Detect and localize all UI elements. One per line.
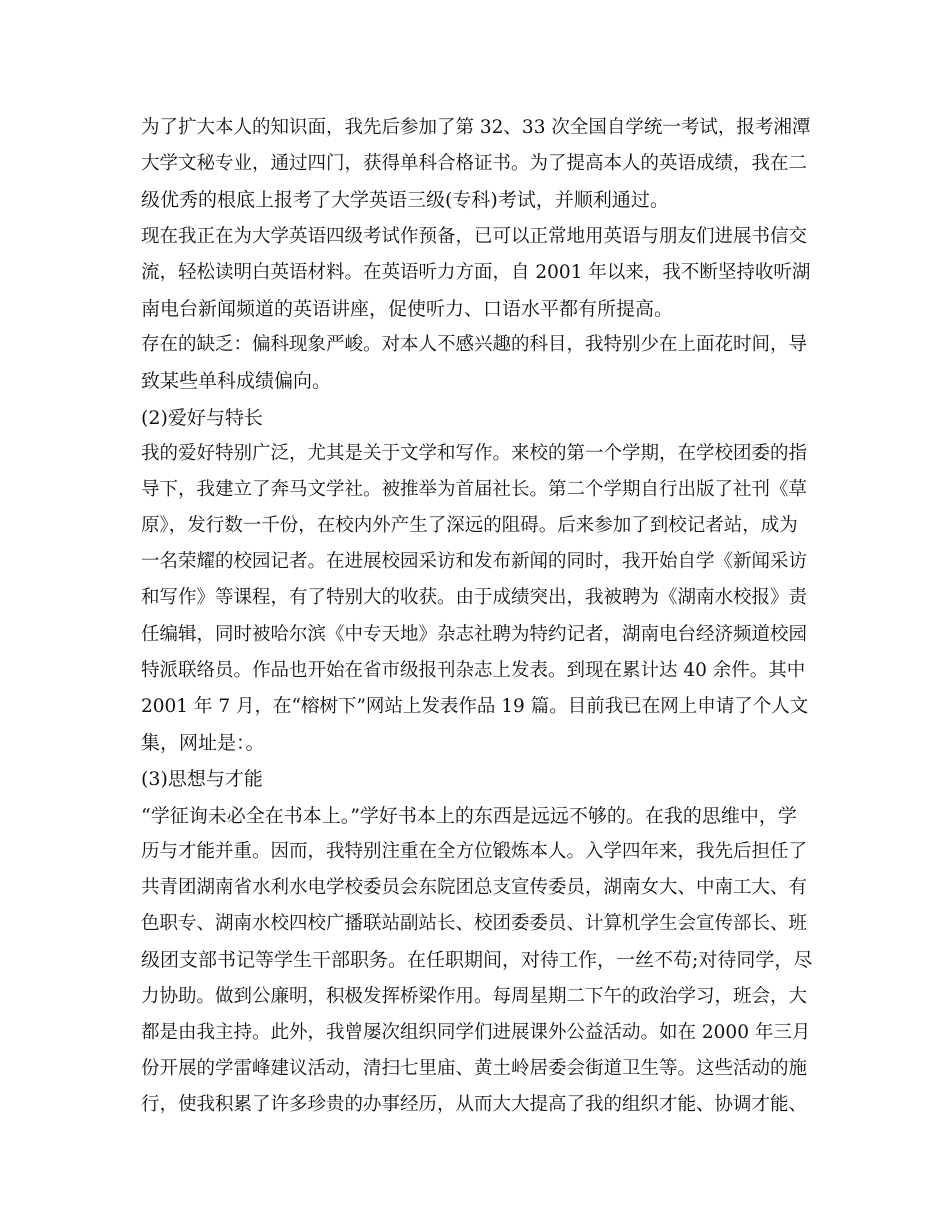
text-line: 存在的缺乏：偏科现象严峻。对本人不感兴趣的科目，我特别少在上面花时间，导 — [141, 334, 808, 356]
text-line: 色职专、湖南水校四校广播联站副站长、校团委委员、计算机学生会宣传部长、班 — [141, 913, 808, 935]
text-line: 历与才能并重。因而，我特别注重在全方位锻炼本人。入学四年来，我先后担任了 — [141, 840, 808, 862]
text-line: 都是由我主持。此外，我曾屡次组织同学们进展课外公益活动。如在 2000 年三月 — [141, 1021, 811, 1043]
document-body — [141, 110, 813, 1123]
text-line: 份开展的学雷峰建议活动，清扫七里庙、黄土岭居委会街道卫生等。这些活动的施 — [141, 1057, 808, 1079]
text-line: 特派联络员。作品也开始在省市级报刊杂志上发表。到现在累计达 40 余件。其中 — [141, 659, 806, 681]
text-line: 级团支部书记等学生干部职务。在任职期间，对待工作，一丝不苟;对待同学，尽 — [141, 949, 813, 972]
text-line: 导下，我建立了奔马文学社。被推举为首届社长。第二个学期自行出版了社刊《草 — [141, 478, 808, 500]
text-line: 任编辑，同时被哈尔滨《中专天地》杂志社聘为特约记者，湖南电台经济频道校园 — [141, 623, 808, 645]
text-line: 现在我正在为大学英语四级考试作预备，已可以正常地用英语与朋友们进展书信交 — [141, 225, 808, 247]
text-line: 致某些单科成绩偏向。 — [141, 370, 332, 393]
text-line: 力协助。做到公廉明，积极发挥桥梁作用。每周星期二下午的政治学习，班会，大 — [141, 985, 808, 1007]
section-heading: (2)爱好与特长 — [141, 406, 263, 429]
section-heading: (3)思想与才能 — [141, 768, 263, 791]
text-line: 我的爱好特别广泛，尤其是关于文学和写作。来校的第一个学期，在学校团委的指 — [141, 442, 808, 464]
text-line: 共青团湖南省水利水电学校委员会东院团总支宣传委员，湖南女大、中南工大、有 — [141, 876, 808, 898]
text-line: 行，使我积累了许多珍贵的办事经历，从而大大提高了我的组织才能、协调才能、 — [141, 1094, 808, 1116]
text-line: 南电台新闻频道的英语讲座，促使听力、口语水平都有所提高。 — [141, 297, 674, 320]
text-line: “学征询未必全在书本上。”学好书本上的东西是远远不够的。在我的思维中，学 — [141, 804, 797, 827]
text-line: 流，轻松读明白英语材料。在英语听力方面，自 2001 年以来，我不断坚持收听湖 — [141, 261, 811, 283]
text-line: 2001 年 7 月，在“榕树下”网站上发表作品 19 篇。目前我已在网上申请了个人文 — [141, 696, 809, 717]
text-line: 为了扩大本人的知识面，我先后参加了第 32、33 次全国自学统一考试，报考湘潭 — [141, 117, 811, 138]
text-line: 级优秀的根底上报考了大学英语三级(专科)考试，并顺利通过。 — [141, 189, 669, 212]
text-line: 原》，发行数一千份，在校内外产生了深远的阻碍。后来参加了到校记者站，成为 — [141, 515, 798, 537]
text-line: 大学文秘专业，通过四门，获得单科合格证书。为了提高本人的英语成绩，我在二 — [141, 153, 808, 175]
text-line: 集，网址是：。 — [141, 732, 265, 755]
text-line: 和写作》等课程，有了特别大的收获。由于成绩突出，我被聘为《湖南水校报》责 — [141, 587, 808, 609]
text-line: 一名荣耀的校园记者。在进展校园采访和发布新闻的同时，我开始自学《新闻采访 — [141, 551, 808, 573]
